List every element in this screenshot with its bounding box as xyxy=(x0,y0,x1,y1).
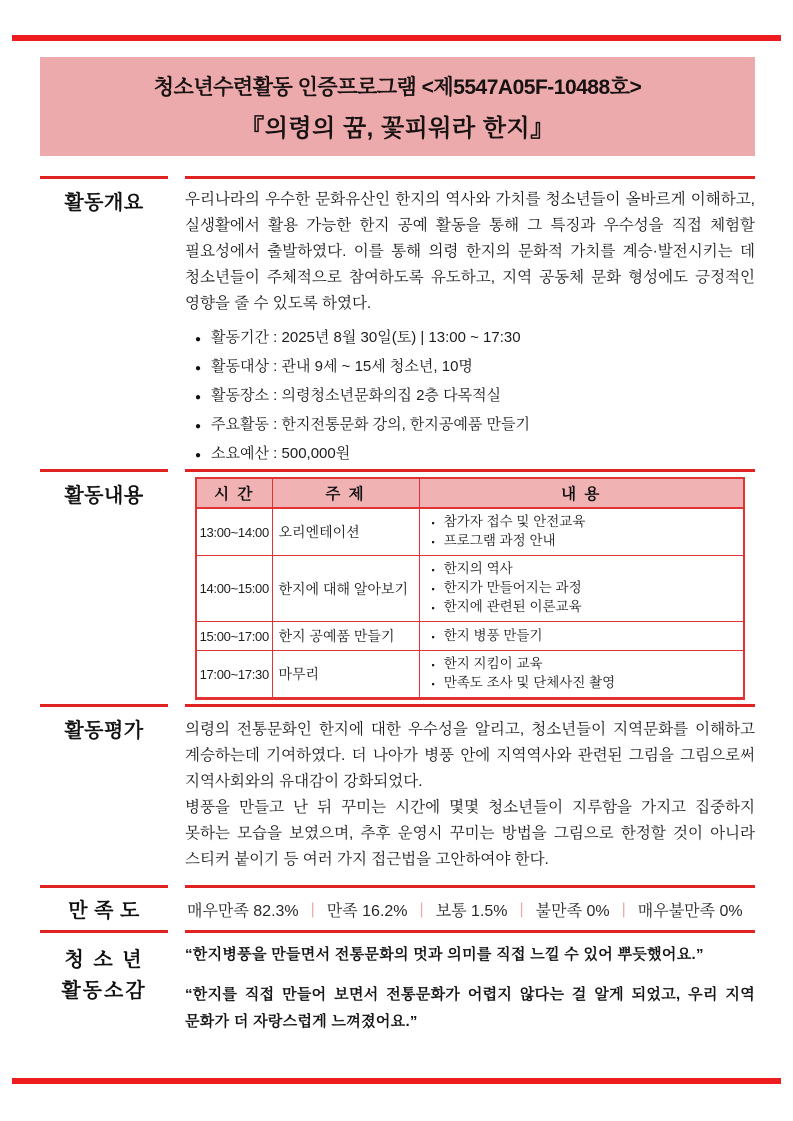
schedule-row xyxy=(196,651,744,699)
section-evaluation-label: 활동평가 xyxy=(40,704,168,885)
square-bullet-icon: ▪ xyxy=(431,660,435,670)
schedule-detail-item xyxy=(424,560,740,579)
overview-bullet-text: 활동기간 : 2025년 8월 30일(토) | 13:00 ~ 17:30 xyxy=(211,329,521,346)
schedule-header-row xyxy=(196,478,744,508)
overview-paragraph: 우리나라의 우수한 문화유산인 한지의 역사와 가치를 청소년들이 올바르게 이해하고, 실생활에서 활용 가능한 한지 공예 활동을 통해 그 특징과 우수성을 직접 체험할 필요성에서 출발하였다. 이를 통해 의령 한지의 문화적 가치를 계승·발전시키는 데 청소년들이 주체적으로 참여하도록 유도하고, 지역 공동체 문화 형성에도 긍정적인 영향을 줄 수 있도록 하였다. xyxy=(185,191,755,312)
schedule-detail-list xyxy=(424,655,740,693)
satisfaction-results xyxy=(185,898,755,921)
title-box xyxy=(40,57,755,156)
schedule-topic-cell: 한지에 대해 알아보기 xyxy=(272,556,419,622)
schedule-detail-text: 한지 지킴이 교육 xyxy=(443,656,543,671)
section-satisfaction-body xyxy=(185,885,755,930)
schedule-header-time: 시 간 xyxy=(196,478,272,508)
top-border-line xyxy=(12,35,781,41)
schedule-detail-text: 만족도 조사 및 단체사진 촬영 xyxy=(443,675,616,690)
satisfaction-item: | 매우불만족 0% xyxy=(610,898,743,921)
schedule-details-cell xyxy=(419,556,744,622)
impression-quote: “한지를 직접 만들어 보면서 전통문화가 어렵지 않다는 걸 알게 되었고, 우리 지역 문화가 더 자랑스럽게 느껴졌어요.” xyxy=(185,986,755,1030)
schedule-detail-text: 프로그램 과정 안내 xyxy=(443,533,556,548)
program-certification-title: 청소년수련활동 인증프로그램 <제5547A05F-10488호> xyxy=(153,76,642,99)
schedule-topic-cell: 오리엔테이션 xyxy=(272,508,419,556)
satisfaction-item: | 보통 1.5% xyxy=(408,898,508,921)
schedule-row xyxy=(196,622,744,651)
bullet-icon: ● xyxy=(195,421,202,432)
square-bullet-icon: ▪ xyxy=(431,565,435,575)
overview-bullet-text: 활동대상 : 관내 9세 ~ 15세 청소년, 10명 xyxy=(211,358,473,375)
square-bullet-icon: ▪ xyxy=(431,584,435,594)
schedule-detail-list xyxy=(424,513,740,551)
schedule-detail-item xyxy=(424,598,740,617)
satisfaction-item: | 만족 16.2% xyxy=(299,898,408,921)
overview-bullet-text: 활동장소 : 의령청소년문화의집 2층 다목적실 xyxy=(211,387,502,404)
overview-bullet-text: 소요예산 : 500,000원 xyxy=(211,445,351,462)
program-name-title: 『의령의 꿈, 꽃피워라 한지』 xyxy=(240,115,555,142)
satisfaction-item: | 불만족 0% xyxy=(508,898,610,921)
schedule-header-details: 내 용 xyxy=(419,478,744,508)
bullet-icon: ● xyxy=(195,450,202,461)
schedule-detail-text: 참가자 접수 및 안전교육 xyxy=(443,514,586,529)
schedule-detail-item xyxy=(424,513,740,532)
square-bullet-icon: ▪ xyxy=(431,631,435,642)
overview-bullet-item xyxy=(195,353,755,382)
schedule-details-cell xyxy=(419,622,744,651)
schedule-header-topic: 주 제 xyxy=(272,478,419,508)
bullet-icon: ● xyxy=(195,363,202,374)
schedule-detail-item xyxy=(424,674,740,693)
overview-bullet-item xyxy=(195,440,755,469)
schedule-topic-cell: 마무리 xyxy=(272,651,419,699)
section-contents-label: 활동내용 xyxy=(40,469,168,700)
schedule-time-cell: 13:00~14:00 xyxy=(196,508,272,556)
schedule-details-cell xyxy=(419,651,744,699)
section-contents-body xyxy=(185,469,755,700)
section-satisfaction xyxy=(40,885,755,930)
impressions-label-line1: 청 소 년 xyxy=(64,949,144,971)
section-impressions-label xyxy=(40,930,168,1048)
evaluation-paragraph-2: 병풍을 만들고 난 뒤 꾸미는 시간에 몇몇 청소년들이 지루함을 가지고 집중하지 못하는 모습을 보였으며, 추후 운영시 꾸미는 방법을 그림으로 한정할 것이 아니라 스티커 붙이기 등 여러 가지 접근법을 고안하여야 한다. xyxy=(185,799,755,868)
section-evaluation-body xyxy=(185,704,755,885)
schedule-details-cell xyxy=(419,508,744,556)
square-bullet-icon: ▪ xyxy=(431,537,435,547)
square-bullet-icon: ▪ xyxy=(431,518,435,528)
schedule-detail-text: 한지에 관련된 이론교육 xyxy=(443,599,582,614)
overview-bullet-item xyxy=(195,411,755,440)
satisfaction-item: 매우만족 82.3% xyxy=(187,903,299,920)
impression-quote-list xyxy=(185,941,755,1035)
schedule-detail-item xyxy=(424,655,740,674)
schedule-table xyxy=(195,477,745,700)
bullet-icon: ● xyxy=(195,334,202,345)
impression-quote: “한지병풍을 만들면서 전통문화의 멋과 의미를 직접 느낄 수 있어 뿌듯했어요.” xyxy=(185,946,704,963)
schedule-row xyxy=(196,508,744,556)
overview-bullet-list xyxy=(185,324,755,469)
square-bullet-icon: ▪ xyxy=(431,603,435,613)
overview-bullet-text: 주요활동 : 한지전통문화 강의, 한지공예품 만들기 xyxy=(211,416,531,433)
square-bullet-icon: ▪ xyxy=(431,679,435,689)
schedule-detail-text: 한지 병풍 만들기 xyxy=(443,627,543,643)
section-overview-label: 활동개요 xyxy=(40,176,168,469)
schedule-detail-list xyxy=(424,560,740,617)
overview-bullet-item xyxy=(195,324,755,353)
schedule-detail-item xyxy=(424,579,740,598)
schedule-detail-text: 한지의 역사 xyxy=(443,561,513,576)
schedule-time-cell: 14:00~15:00 xyxy=(196,556,272,622)
bullet-icon: ● xyxy=(195,392,202,403)
overview-bullet-item xyxy=(195,382,755,411)
schedule-table-body xyxy=(196,508,744,699)
section-satisfaction-label: 만 족 도 xyxy=(40,885,168,930)
bottom-border-line xyxy=(12,1078,781,1084)
schedule-time-cell: 15:00~17:00 xyxy=(196,622,272,651)
schedule-topic-cell: 한지 공예품 만들기 xyxy=(272,622,419,651)
section-evaluation xyxy=(40,704,755,885)
section-overview xyxy=(40,176,755,469)
section-impressions-body xyxy=(185,930,755,1048)
section-contents xyxy=(40,469,755,700)
evaluation-paragraph-1: 의령의 전통문화인 한지에 대한 우수성을 알리고, 청소년들이 지역문화를 이해하고 계승하는데 기여하였다. 더 나아가 병풍 안에 지역역사와 관련된 그림을 그림으로써 지역사회와의 유대감이 강화되었다. xyxy=(185,721,755,790)
schedule-detail-list xyxy=(424,627,740,646)
schedule-detail-item xyxy=(424,627,740,646)
section-impressions xyxy=(40,930,755,1048)
impressions-label-line2: 활동소감 xyxy=(61,980,147,1002)
schedule-row xyxy=(196,556,744,622)
schedule-detail-item xyxy=(424,532,740,551)
section-overview-body xyxy=(185,176,755,469)
schedule-time-cell: 17:00~17:30 xyxy=(196,651,272,699)
schedule-detail-text: 한지가 만들어지는 과정 xyxy=(443,580,582,595)
